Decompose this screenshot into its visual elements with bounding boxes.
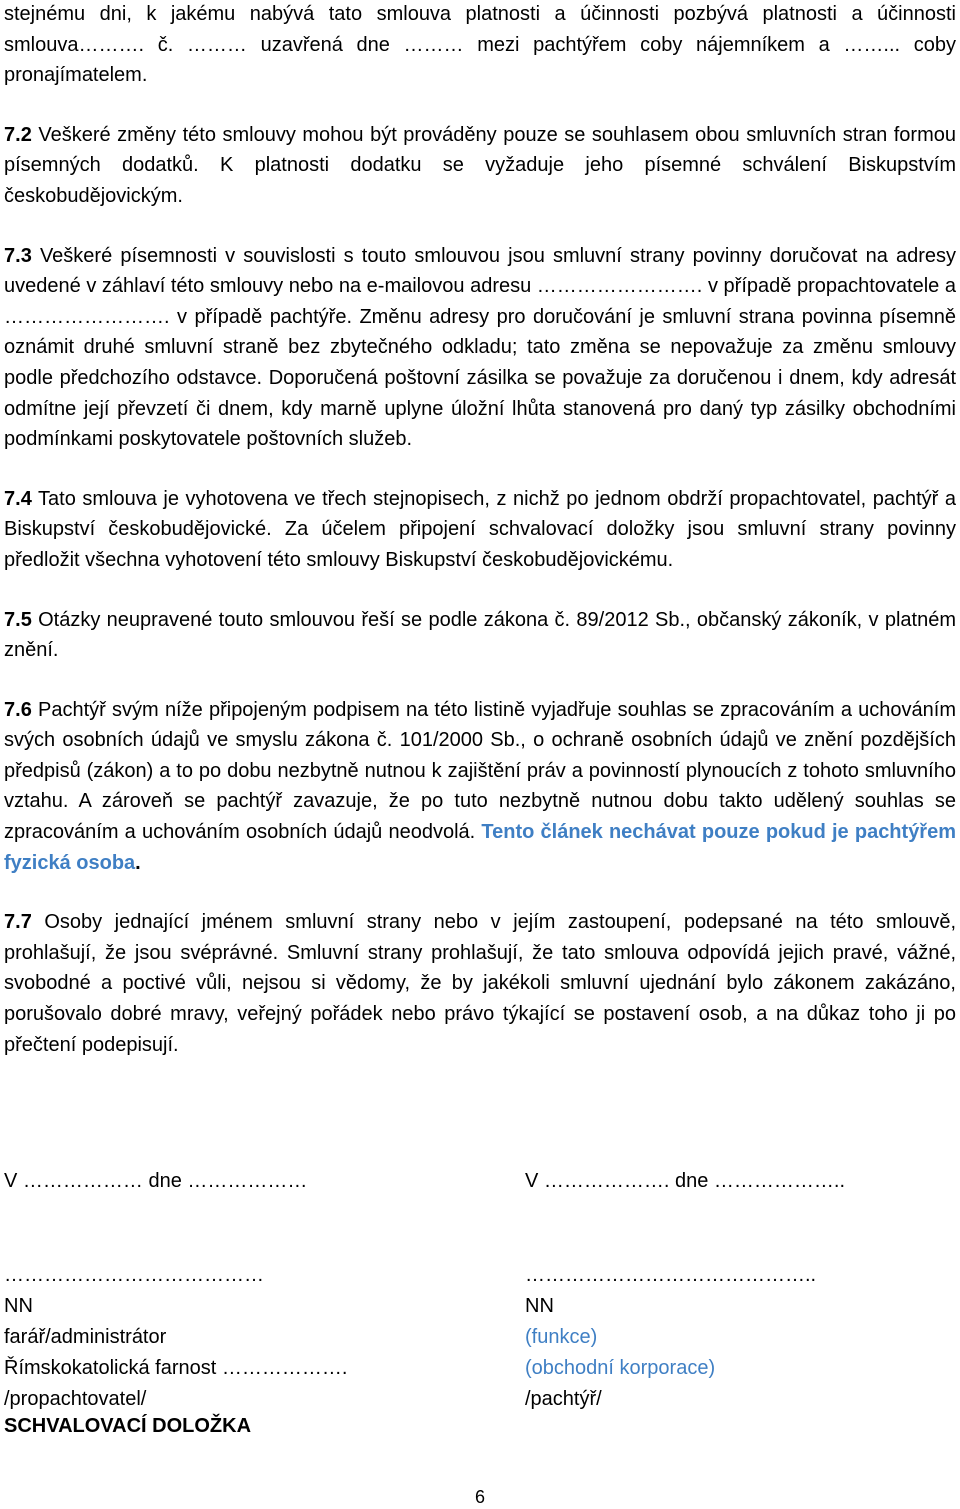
signatory-name: NN [4, 1295, 33, 1317]
party-label: /propachtovatel/ [4, 1388, 147, 1410]
section-number-minor: 2 [20, 123, 32, 146]
approval-heading: SCHVALOVACÍ DOLOŽKA [4, 1415, 252, 1437]
signatory-organization: (obchodní korporace) [525, 1357, 716, 1379]
page-number: 6 [474, 1487, 485, 1507]
instruction-note: Tento článek nechávat pouze pokud je pachtýřem fyzická osoba [4, 821, 956, 874]
signature-right [525, 1260, 816, 1415]
section-number-minor: 3 [20, 244, 32, 267]
section-text: Tato smlouva je vyhotovena ve třech stejnopisech, z nichž po jednom obdrží propachtovatel, pachtýř a Biskupství českobudějovické. Za účelem připojení schvalovací doložky jsou smluvní strany povinny předložit všechna vyhotovení této smlouvy Biskupství českobudějovickému. [4, 487, 956, 571]
signatory-organization: Římskokatolická farnost ………………. [4, 1357, 348, 1379]
signature-left [4, 1260, 347, 1415]
section-7-7 [4, 907, 956, 1060]
section-text: Veškeré změny této smlouvy mohou být prováděny pouze se souhlasem obou smluvních stran formou písemných dodatků. K platnosti dodatku se vyžaduje jeho písemné schválení Biskupstvím českobudějovickým. [4, 123, 956, 207]
section-number-major: 7. [4, 608, 21, 631]
place-date-left: V ……………… dne ……………… [4, 1170, 308, 1192]
section-text: Pachtýř svým níže připojeným podpisem na této listině vyjadřuje souhlas se zpracováním a uchováním svých osobních údajů ve smyslu zákona č. 101/2000 Sb., o ochraně osobních údajů ve znění pozdějších předpisů (zákon) a to po dobu nezbytně nutnou k zajištění práv a povinností plynoucích z tohoto smluvního vztahu. A zároveň se pachtýř zavazuje, že po tuto nezbytně nutnou dobu takto udělený souhlas se zpracováním a uchováním osobních údajů neodvolá. [4, 698, 956, 844]
signature-line: ………………………………… [4, 1264, 264, 1286]
section-number-minor: 4 [20, 487, 32, 510]
section-text: Osoby jednající jménem smluvní strany nebo v jejím zastoupení, podepsané na této smlouvě, prohlašují, že jsou svéprávné. Smluvní strany prohlašují, že tato smlouva odpovídá jejich pravé, vážné, svobodné a poctivé vůli, nejsou si vědomy, že by jakékoli smluvní ujednání bylo zákonem zakázáno, porušovalo dobré mravy, veřejný pořádek nebo právo týkající se postavení osob, a na důkaz toho ji po přečtení podepisují. [4, 911, 956, 1056]
section-number-major: 7. [4, 911, 21, 934]
section-7-3 [4, 241, 956, 455]
section-number-minor: 5 [20, 608, 32, 631]
section-number-major: 7. [4, 244, 21, 267]
section-7-2 [4, 120, 956, 212]
section-text: Otázky neupravené touto smlouvou řeší se podle zákona č. 89/2012 Sb., občanský zákoník, v platném znění. [4, 608, 956, 662]
signatory-role: (funkce) [525, 1326, 598, 1348]
section-7-6 [4, 695, 956, 879]
section-number-major: 7. [4, 123, 21, 146]
signatory-name: NN [525, 1295, 554, 1317]
signature-line: …………………………………….. [525, 1264, 817, 1286]
intro-paragraph: stejnému dni, k jakému nabývá tato smlouva platnosti a účinnosti pozbývá platnosti a účinnosti smlouva………. č. ……… uzavřená dne ……… mezi pachtýřem coby nájemníkem a ……... coby pronajímatelem. [4, 3, 956, 87]
section-number-minor: 7 [20, 911, 32, 934]
section-number-minor: 6 [20, 698, 32, 721]
section-text: Veškeré písemnosti v souvislosti s touto smlouvou jsou smluvní strany povinny doručovat na adresy uvedené v záhlaví této smlouvy nebo na e-mailovou adresu ……………………. v případě propachtovatele a ……………………. v případě pachtýře. Změnu adresy pro doručování je smluvní strana povinna písemně oznámit druhé smluvní straně bez zbytečného odkladu; tato změna se nepovažuje za změnu smlouvy podle předchozího odstavce. Doporučená poštovní zásilka se považuje za doručenou i dnem, kdy adresát odmítne její převzetí či dnem, kdy marně uplyne úložní lhůta stanovená pro daný typ zásilky obchodními podmínkami poskytovatele poštovních služeb. [4, 244, 956, 451]
signatory-role: farář/administrátor [4, 1326, 167, 1348]
document-page [4, 0, 956, 1060]
section-number-major: 7. [4, 487, 21, 510]
section-number-major: 7. [4, 698, 21, 721]
note-end-punctuation: . [135, 851, 141, 874]
section-7-4 [4, 484, 956, 576]
place-date-right: V ………………. dne ……………….. [525, 1170, 846, 1192]
party-label: /pachtýř/ [525, 1388, 602, 1410]
section-7-5 [4, 605, 956, 666]
